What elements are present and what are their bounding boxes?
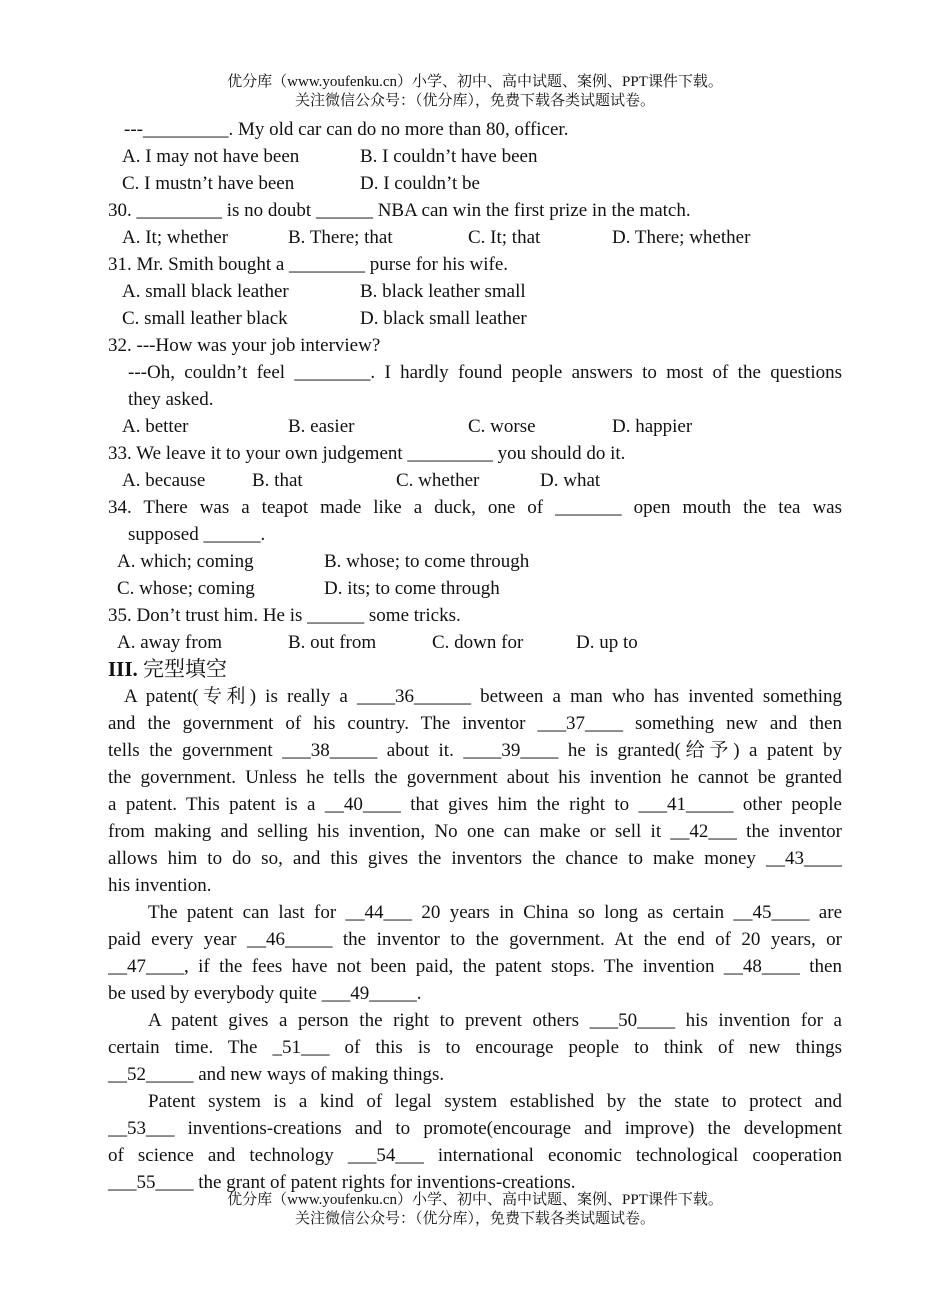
q32-stem: 32. ---How was your job interview? (108, 335, 381, 356)
passage-line: Patent system is a kind of legal system established by the state to protect and (148, 1091, 842, 1112)
header-line-1: 优分库（www.youfenku.cn）小学、初中、高中试题、案例、PPT课件下载。 (227, 74, 723, 90)
q31-option-c: C. small leather black (122, 308, 288, 329)
q30-option-a: A. It; whether (122, 227, 229, 248)
passage-line: allows him to do so, and this gives the inventors the chance to make money __43____ (108, 848, 842, 869)
q29-option-a: A. I may not have been (122, 146, 300, 167)
q32-option-b: B. easier (288, 416, 355, 437)
page-header (0, 73, 950, 111)
passage-line: and the government of his country. The inventor ___37____ something new and then (108, 713, 842, 734)
q34-options-row1 (108, 548, 842, 575)
passage-paragraph-1 (108, 683, 842, 899)
q29-option-b: B. I couldn’t have been (360, 146, 538, 167)
passage-line: paid every year __46_____ the inventor to the government. At the end of 20 years, or (108, 929, 842, 950)
q35-options (108, 629, 842, 656)
q31-option-d: D. black small leather (360, 308, 527, 329)
q31-option-b: B. black leather small (360, 281, 526, 302)
q32-dialogue-cont: they asked. (128, 389, 214, 410)
q31-options-row1 (108, 278, 842, 305)
q34-option-a: A. which; coming (117, 551, 254, 572)
passage-line: be used by everybody quite ___49_____. (108, 983, 422, 1004)
section-title: 完型填空 (143, 657, 228, 681)
q32-option-c: C. worse (468, 416, 536, 437)
q34-option-c: C. whose; coming (117, 578, 255, 599)
passage-line: his invention. (108, 875, 212, 896)
passage-line: of science and technology ___54___ international economic technological cooperation (108, 1145, 842, 1166)
page-footer (0, 1191, 950, 1229)
passage-line: a patent. This patent is a __40____ that gives him the right to ___41_____ other people (108, 794, 842, 815)
passage-line: __52_____ and new ways of making things. (108, 1064, 445, 1085)
q33-stem: 33. We leave it to your own judgement _________ you should do it. (108, 443, 626, 464)
q30-options (108, 224, 842, 251)
footer-line-2: 关注微信公众号：（优分库），免费下载各类试题试卷。 (294, 1211, 655, 1227)
q29-option-c: C. I mustn’t have been (122, 173, 295, 194)
document-body (108, 116, 842, 1196)
q35-option-c: C. down for (432, 632, 524, 653)
q35-option-d: D. up to (576, 632, 638, 653)
q34-option-d: D. its; to come through (324, 578, 500, 599)
q33-option-b: B. that (252, 470, 303, 491)
q32-option-a: A. better (122, 416, 189, 437)
q32-option-d: D. happier (612, 416, 693, 437)
q30-option-d: D. There; whether (612, 227, 751, 248)
q31-option-a: A. small black leather (122, 281, 289, 302)
q29-option-d: D. I couldn’t be (360, 173, 480, 194)
q30-option-c: C. It; that (468, 227, 541, 248)
q31-stem: 31. Mr. Smith bought a ________ purse for his wife. (108, 254, 509, 275)
passage-line: from making and selling his invention, No one can make or sell it __42___ the inventor (108, 821, 842, 842)
q35-option-a: A. away from (117, 632, 222, 653)
q32-options (108, 413, 842, 440)
header-line-2: 关注微信公众号：（优分库），免费下载各类试题试卷。 (294, 93, 655, 109)
passage-line: A patent gives a person the right to prevent others ___50____ his invention for a (148, 1010, 842, 1031)
passage-line: The patent can last for __44___ 20 years in China so long as certain __45____ are (148, 902, 842, 923)
q29-options-row2 (108, 170, 842, 197)
q31-options-row2 (108, 305, 842, 332)
passage-line: certain time. The _51___ of this is to encourage people to think of new things (108, 1037, 842, 1058)
q34-stem-cont: supposed ______. (128, 524, 266, 545)
q29-options-row1 (108, 143, 842, 170)
passage-line: ___55____ the grant of patent rights for inventions-creations. (108, 1172, 576, 1193)
passage-line: A patent(专利) is really a ____36______ between a man who has invented something (124, 686, 842, 707)
q33-option-a: A. because (122, 470, 206, 491)
passage-paragraph-4 (108, 1088, 842, 1196)
q32-dialogue: ---Oh, couldn’t feel ________. I hardly found people answers to most of the questions (128, 362, 842, 383)
section-number: III. (108, 657, 138, 681)
q33-option-d: D. what (540, 470, 601, 491)
passage-paragraph-3 (108, 1007, 842, 1088)
passage-paragraph-2 (108, 899, 842, 1007)
q34-options-row2 (108, 575, 842, 602)
q30-option-b: B. There; that (288, 227, 393, 248)
q34-option-b: B. whose; to come through (324, 551, 530, 572)
q35-option-b: B. out from (288, 632, 377, 653)
q30-stem: 30. _________ is no doubt ______ NBA can win the first prize in the match. (108, 200, 691, 221)
passage-line: the government. Unless he tells the government about his invention he cannot be granted (108, 767, 842, 788)
passage-line: __53___ inventions-creations and to promote(encourage and improve) the development (108, 1118, 842, 1139)
q29-response: ---_________. My old car can do no more than 80, officer. (124, 119, 569, 140)
q33-options (108, 467, 842, 494)
q34-stem: 34. There was a teapot made like a duck, one of _______ open mouth the tea was (108, 497, 842, 518)
footer-line-1: 优分库（www.youfenku.cn）小学、初中、高中试题、案例、PPT课件下载。 (227, 1192, 723, 1208)
passage-line: __47____, if the fees have not been paid, the patent stops. The invention __48____ then (108, 956, 842, 977)
passage-line: tells the government ___38_____ about it. ____39____ he is granted(给予) a patent by (108, 740, 842, 761)
q35-stem: 35. Don’t trust him. He is ______ some tricks. (108, 605, 461, 626)
q33-option-c: C. whether (396, 470, 480, 491)
section-heading (108, 656, 842, 683)
